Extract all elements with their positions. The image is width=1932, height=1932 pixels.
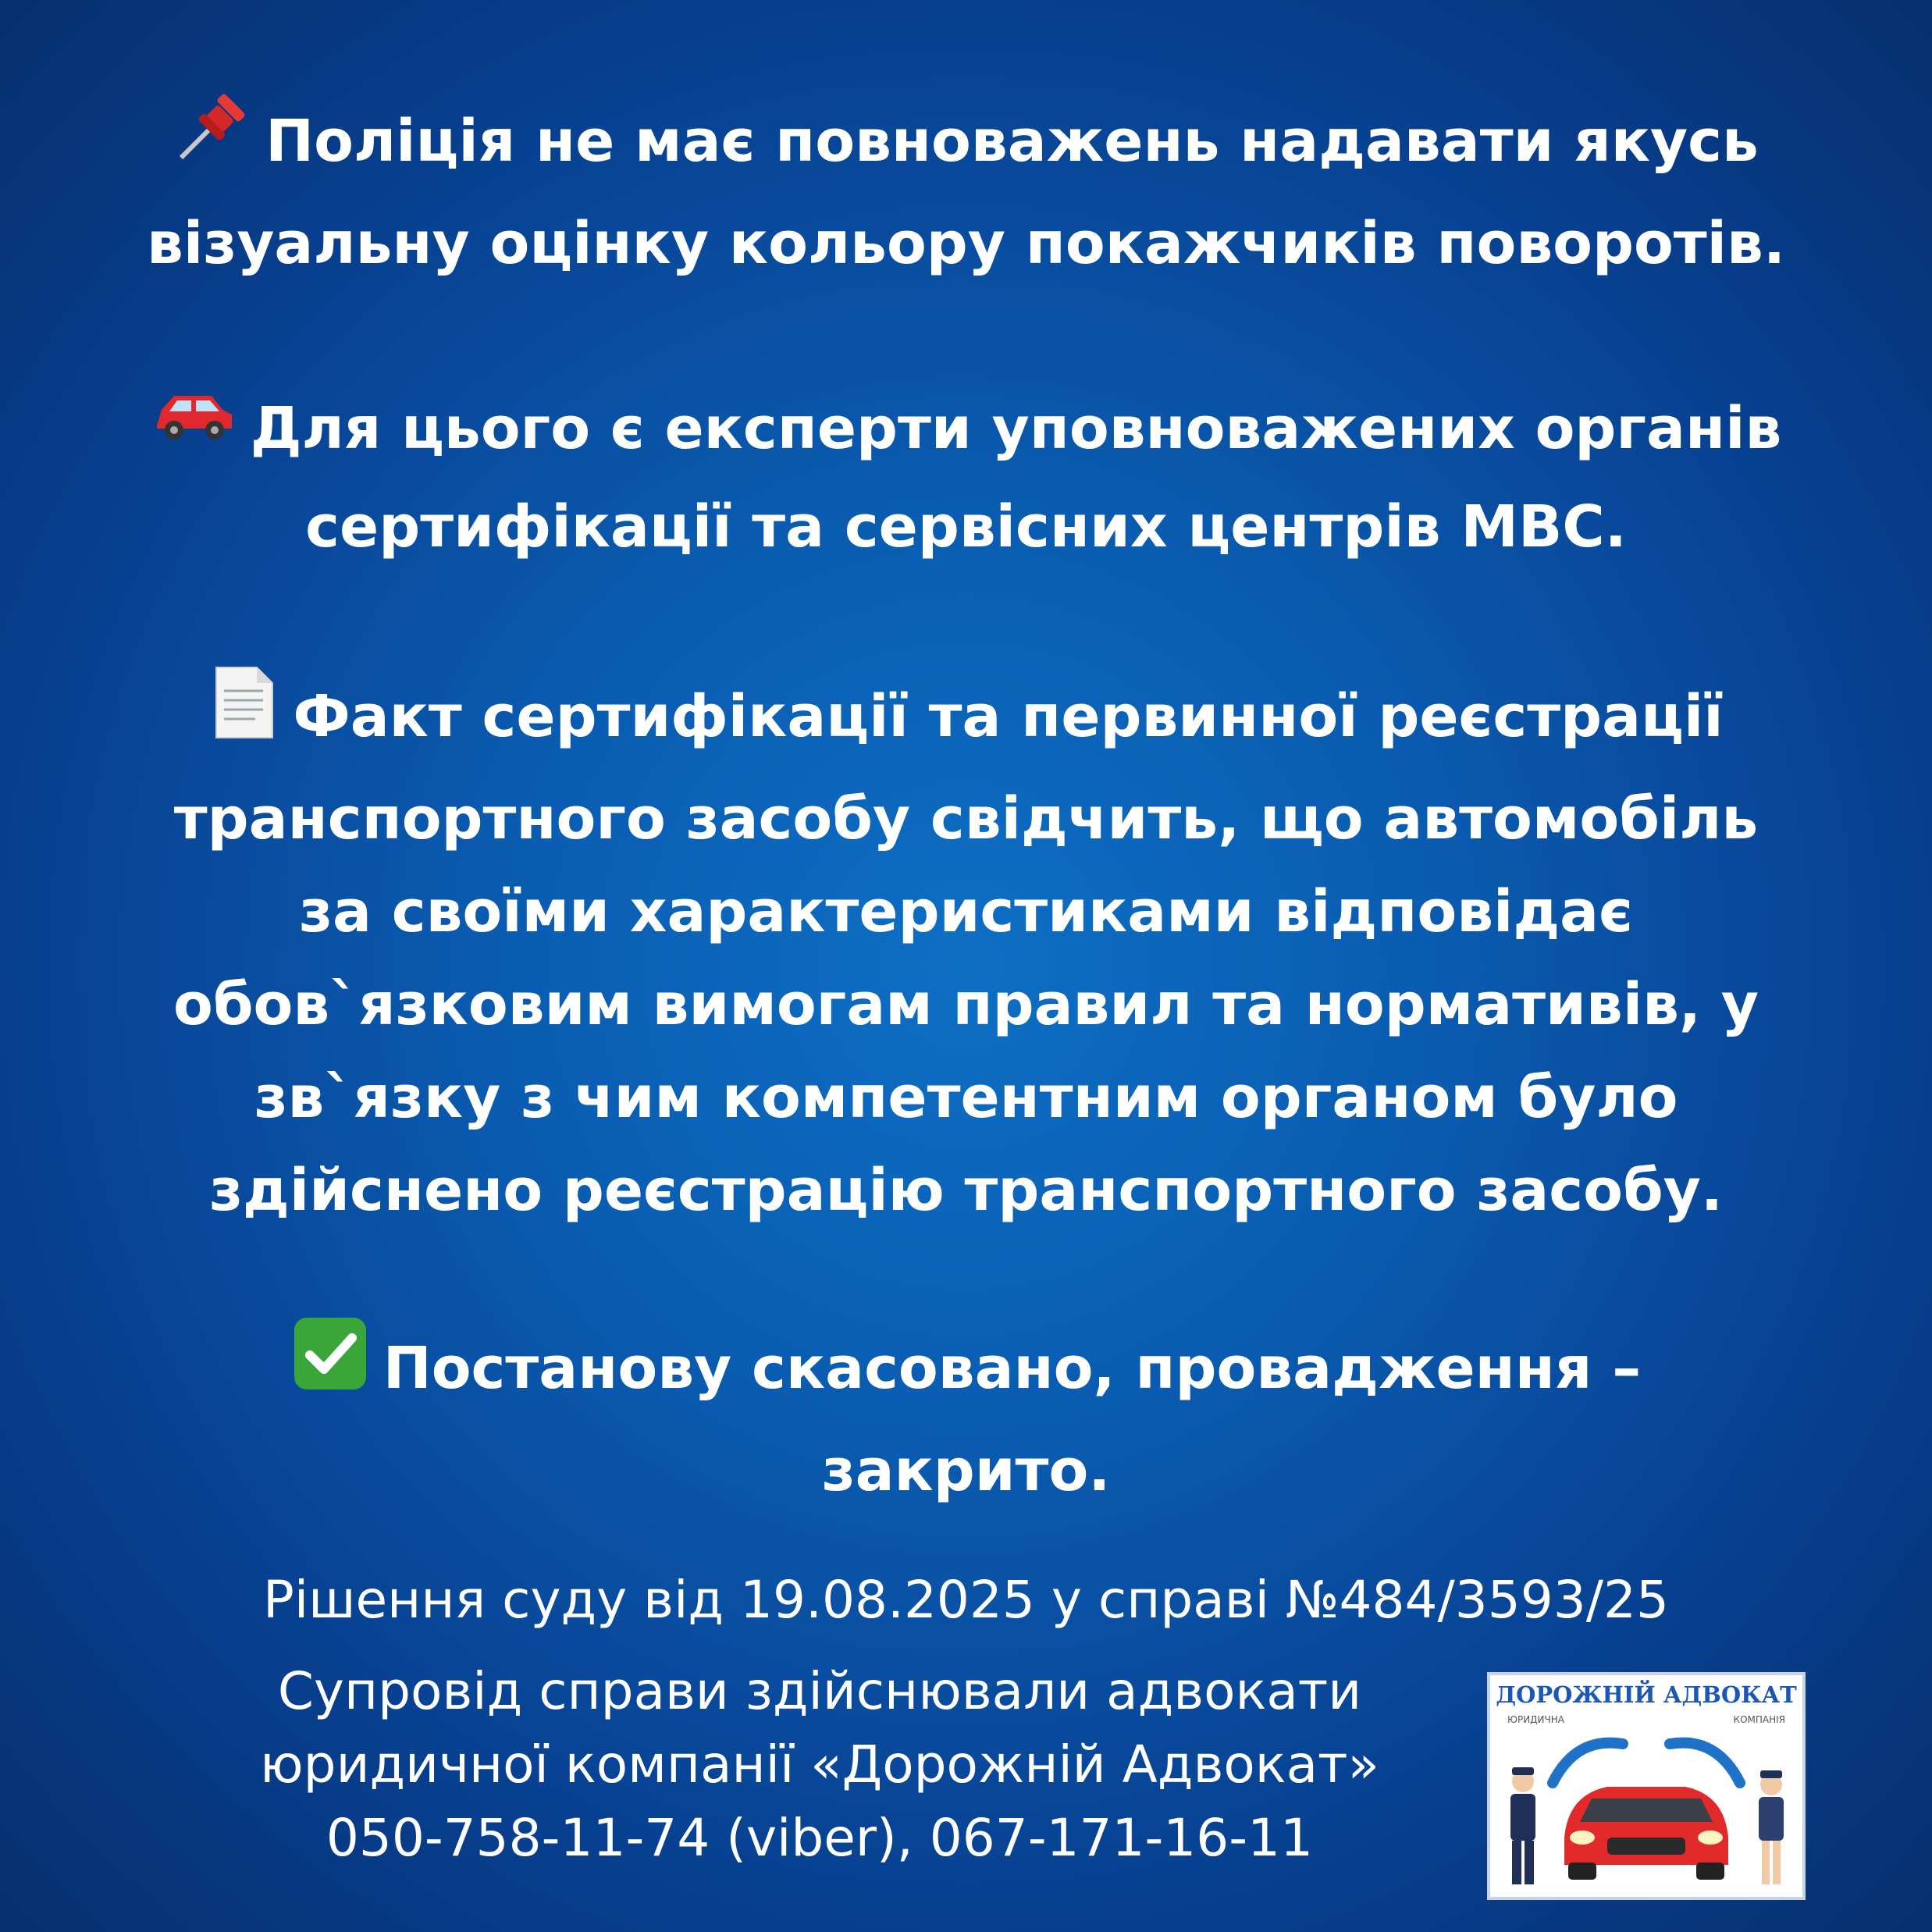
pushpin-icon [173, 87, 251, 193]
logo-title: ДОРОЖНІЙ АДВОКАТ [1496, 1681, 1797, 1708]
notice-police [0, 92, 1932, 290]
notice-certification-line-4: обов`язковим вимогам правил та нормативів, у [173, 971, 1759, 1038]
check-mark-icon [291, 1315, 369, 1420]
notice-result-line-1: Постанову скасовано, провадження – [0, 1319, 1932, 1425]
notice-certification-line-3: за своїми характеристиками відповідає [299, 878, 1633, 945]
notice-certification-line-1: Факт сертифікації та первинної реєстрації [0, 667, 1932, 773]
company-logo [1487, 1672, 1806, 1900]
footer-phones: 050-758-11-74 (viber), 067-171-16-11 [326, 1808, 1314, 1868]
footer-line-2: юридичної компанії «Дорожній Адвокат» [260, 1735, 1379, 1795]
car-icon [151, 379, 237, 476]
notice-result [0, 1319, 1932, 1517]
notice-certification [0, 667, 1932, 1237]
notice-experts-line-1: Для цього є експерти уповноважених органів [0, 382, 1932, 481]
document-icon [208, 663, 279, 768]
notice-experts [0, 382, 1932, 574]
notice-experts-line-2: сертифікації та сервісних центрів МВС. [305, 493, 1627, 560]
footer-line-1: Супровід справи здійснювали адвокати [277, 1661, 1362, 1721]
notice-certification-line-2: транспортного засобу свідчить, що автомобіль [173, 785, 1759, 852]
logo-illustration [1490, 1720, 1802, 1898]
logo-caption-left: ЮРИДИЧНА [1507, 1714, 1564, 1725]
notice-result-line-2: закрито. [821, 1437, 1111, 1504]
notice-certification-line-6: здійснено реєстрацію транспортного засобу. [209, 1157, 1723, 1224]
logo-caption-right: КОМПАНІЯ [1733, 1714, 1785, 1725]
footer-contacts [234, 1655, 1405, 1875]
court-decision: Рішення суду від 19.08.2025 у справі №484/3593/25 [263, 1570, 1669, 1630]
notice-certification-line-5: зв`язку з чим компетентним органом було [254, 1064, 1678, 1131]
notice-police-line-2: візуальну оцінку кольору покажчиків поворотів. [147, 210, 1785, 277]
notice-police-line-1: Поліція не має повноважень надавати якусь [0, 92, 1932, 197]
